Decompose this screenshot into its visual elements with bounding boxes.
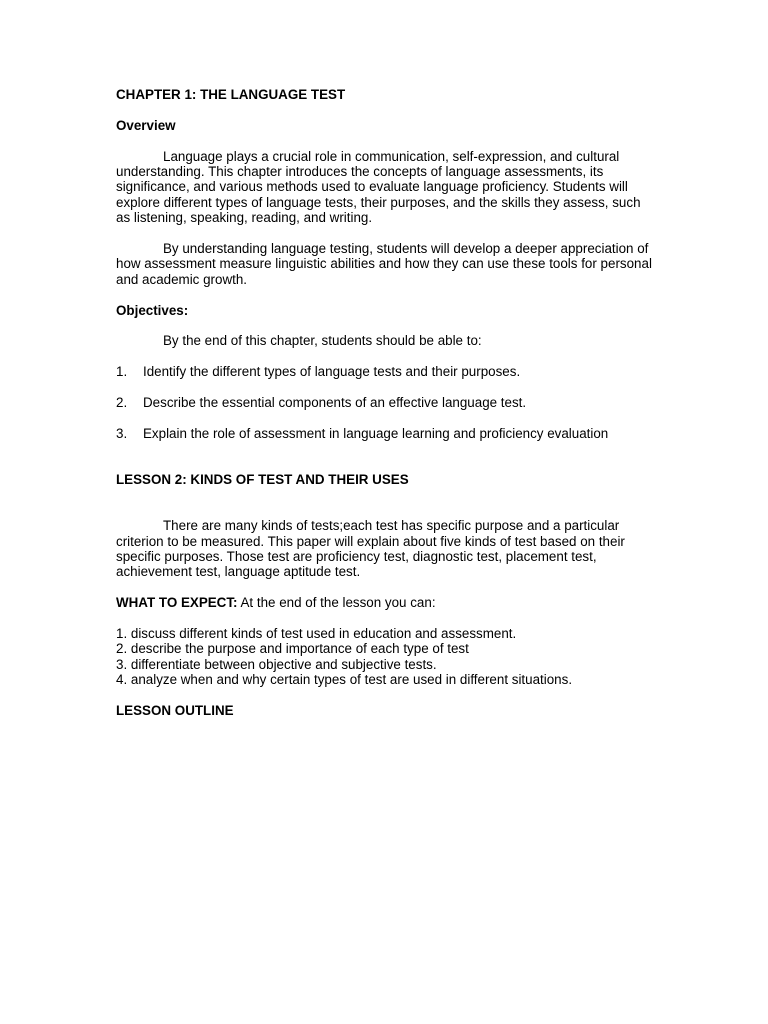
objective-item (116, 426, 656, 441)
overview-heading: Overview (116, 117, 176, 133)
expect-line (116, 595, 656, 610)
objectives-heading: Objectives: (116, 302, 189, 318)
chapter-title: CHAPTER 1: THE LANGUAGE TEST (116, 87, 346, 102)
objective-text: Explain the role of assessment in language learning and proficiency evaluation (143, 425, 609, 441)
lesson-intro: There are many kinds of tests;each test has specific purpose and a particular criterion to be measured. This paper will explain about five kinds of test based on their specific purposes. Those test are proficiency test, diagnostic test, placement test, achievement test, language aptitude test. (116, 518, 625, 580)
objectives-list (116, 364, 656, 441)
expect-item: 2. describe the purpose and importance of each type of test (116, 641, 469, 657)
objective-text: Describe the essential components of an effective language test. (143, 395, 527, 411)
expect-item: 1. discuss different kinds of test used in education and assessment. (116, 626, 517, 642)
expect-label: WHAT TO EXPECT: (116, 595, 238, 611)
lesson-title: LESSON 2: KINDS OF TEST AND THEIR USES (116, 472, 409, 488)
expect-text: At the end of the lesson you can: (237, 595, 436, 611)
objective-text: Identify the different types of language tests and their purposes. (143, 364, 521, 380)
objective-number: 2. (116, 395, 128, 411)
expect-item: 4. analyze when and why certain types of test are used in different situations. (116, 672, 573, 688)
overview-paragraph: Language plays a crucial role in communication, self-expression, and cultural understanding. This chapter introduces the concepts of language assessments, its significance, and various methods used to evaluate language proficiency. Students will explore different types of language tests, their purposes, and the skills they assess, such as listening, speaking, reading, and writing. (116, 148, 641, 226)
objective-item (116, 395, 656, 410)
document-page (116, 87, 656, 718)
lesson-outline-heading: LESSON OUTLINE (116, 703, 234, 719)
objective-number: 1. (116, 364, 128, 380)
expect-list (116, 626, 656, 688)
objective-item (116, 364, 656, 379)
expect-item: 3. differentiate between objective and subjective tests. (116, 656, 437, 672)
objectives-intro: By the end of this chapter, students should be able to: (163, 333, 482, 349)
overview-paragraph: By understanding language testing, students will develop a deeper appreciation of how assessment measure linguistic abilities and how they can use these tools for personal and academic growth. (116, 241, 652, 287)
objective-number: 3. (116, 425, 128, 441)
